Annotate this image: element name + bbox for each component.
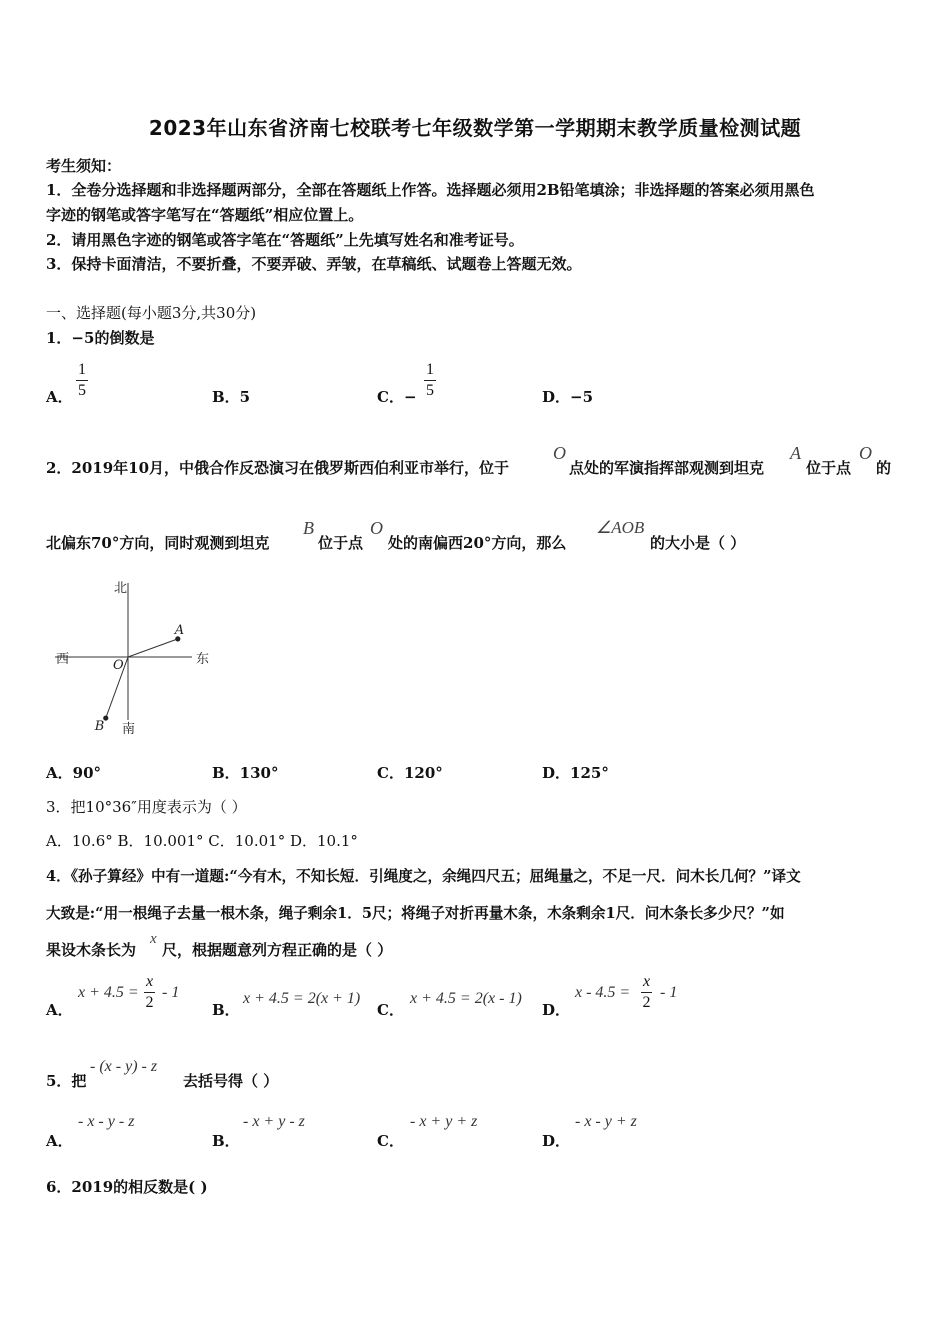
- q2-line1-part1: 2．2019年10月，中俄合作反恐演习在俄罗斯西伯利亚市举行，位于: [46, 459, 510, 477]
- q4-option-c-label: C．: [377, 1001, 404, 1019]
- notice-line-2: 2．请用黑色字迹的钢笔或答字笔在“答题纸”上先填写姓名和准考证号。: [46, 231, 524, 249]
- q2-line2-part2: 位于点: [318, 534, 364, 552]
- q4-line-1: 4．《孙子算经》中有一道题:“今有木，不知长短．引绳度之，余绳四尺五；屈绳量之，不足一尺．问木长几何？”译文: [46, 868, 801, 885]
- q4-line-3-part1: 果设木条长为: [46, 941, 137, 959]
- east-label: 东: [196, 652, 210, 667]
- q5-option-d-expr: - x - y + z: [575, 1113, 637, 1130]
- q1-c-denominator: 5: [426, 382, 434, 399]
- south-label: 南: [122, 722, 136, 737]
- q2-point-o-3: O: [370, 518, 383, 538]
- q4-option-d-left: x - 4.5 =: [575, 984, 631, 1001]
- origin-label: O: [113, 658, 124, 673]
- q3-stem: 3．把10°36″用度表示为（ ）: [46, 798, 247, 816]
- q4-option-a-label: A．: [46, 1001, 73, 1019]
- q1-a-numerator: 1: [76, 362, 88, 381]
- q2-point-b: B: [303, 518, 314, 538]
- q4-option-b-expr: x + 4.5 = 2(x + 1): [243, 990, 361, 1007]
- q2-point-o-2: O: [859, 443, 872, 463]
- q4-option-a-left: x + 4.5 =: [78, 984, 139, 1001]
- q5-option-a-expr: - x - y - z: [78, 1113, 135, 1130]
- point-b-label: B: [94, 719, 105, 735]
- q2-option-c: C．120°: [377, 764, 443, 782]
- west-label: 西: [56, 652, 70, 667]
- q2-line1-part4: 的: [876, 459, 892, 477]
- notice-line-1a: 1．全卷分选择题和非选择题两部分，全部在答题纸上作答。选择题必须用2B铅笔填涂；非选择题的答案必须用黑色: [46, 181, 815, 199]
- q2-line1-part3: 位于点: [806, 459, 852, 477]
- q6-stem: 6．2019的相反数是( ): [46, 1178, 208, 1196]
- q5-option-c-label: C．: [377, 1132, 404, 1150]
- q4-option-a-right: - 1: [162, 984, 180, 1001]
- q4-d-denominator: 2: [642, 994, 651, 1011]
- q2-line1-part2: 点处的军演指挥部观测到坦克: [569, 459, 765, 477]
- notice-line-3: 3．保持卡面清洁，不要折叠，不要弄破、弄皱，在草稿纸、试题卷上答题无效。: [46, 255, 582, 273]
- q2-compass-figure: [50, 575, 220, 740]
- section-heading: 一、选择题(每小题3分,共30分): [46, 304, 257, 322]
- q1-option-a-label: A．: [46, 388, 73, 406]
- q5-option-d-label: D．: [542, 1132, 571, 1150]
- notice-line-1b: 字迹的钢笔或答字笔写在“答题纸”相应位置上。: [46, 206, 364, 224]
- q1-option-a-fraction: [76, 362, 88, 399]
- q2-option-a: A．90°: [46, 764, 102, 782]
- q4-option-c-expr: x + 4.5 = 2(x - 1): [410, 990, 522, 1007]
- page-title: 2023年山东省济南七校联考七年级数学第一学期期末教学质量检测试题: [148, 116, 802, 140]
- q2-line2-part4: 的大小是（ ）: [650, 534, 746, 552]
- q4-option-d-label: D．: [542, 1001, 571, 1019]
- notice-heading: 考生须知：: [46, 157, 122, 175]
- q4-option-d-fraction: [641, 974, 652, 1011]
- q1-stem: 1．−5的倒数是: [46, 329, 155, 347]
- q4-option-a-fraction: [144, 974, 155, 1011]
- q4-line-3-part2: 尺，根据题意列方程正确的是（ ）: [162, 941, 393, 959]
- q5-option-b-label: B．: [212, 1132, 240, 1150]
- q5-option-a-label: A．: [46, 1132, 73, 1150]
- q2-point-o-1: O: [553, 443, 566, 463]
- q4-line-2: 大致是:“用一根绳子去量一根木条，绳子剩余1．5尺；将绳子对折再量木条，木条剩余1尺．问木条长多少尺？”如: [46, 905, 785, 922]
- q3-options: A．10.6° B．10.001° C．10.01° D．10.1°: [46, 832, 358, 850]
- q5-option-b-expr: - x + y - z: [243, 1113, 305, 1130]
- q4-a-denominator: 2: [145, 994, 154, 1011]
- q4-variable-x: x: [150, 931, 157, 947]
- q2-angle-aob: ∠AOB: [596, 518, 645, 537]
- q2-line2-part1: 北偏东70°方向，同时观测到坦克: [46, 534, 270, 552]
- q4-option-b-label: B．: [212, 1001, 240, 1019]
- ray-oa: [128, 639, 178, 657]
- q5-expression: - (x - y) - z: [90, 1058, 158, 1075]
- q1-option-c-label: C．−: [377, 388, 417, 406]
- q1-c-numerator: 1: [424, 362, 436, 381]
- q5-stem-part1: 5．把: [46, 1072, 87, 1090]
- q2-point-a: A: [790, 443, 801, 463]
- q1-option-b: B．5: [212, 388, 251, 406]
- point-a-label: A: [174, 622, 185, 638]
- q1-a-denominator: 5: [78, 382, 86, 399]
- q2-option-d: D．125°: [542, 764, 609, 782]
- q2-line2-part3: 处的南偏西20°方向，那么: [388, 534, 567, 552]
- q4-d-numerator: x: [641, 974, 652, 993]
- q1-option-c-fraction: [424, 362, 436, 399]
- q2-option-b: B．130°: [212, 764, 279, 782]
- q5-option-c-expr: - x + y + z: [410, 1113, 478, 1130]
- north-label: 北: [114, 581, 128, 596]
- q5-stem-part2: 去括号得（ ）: [183, 1072, 279, 1090]
- q4-a-numerator: x: [144, 974, 155, 993]
- q4-option-d-right: - 1: [660, 984, 678, 1001]
- q1-option-d: D．−5: [542, 388, 594, 406]
